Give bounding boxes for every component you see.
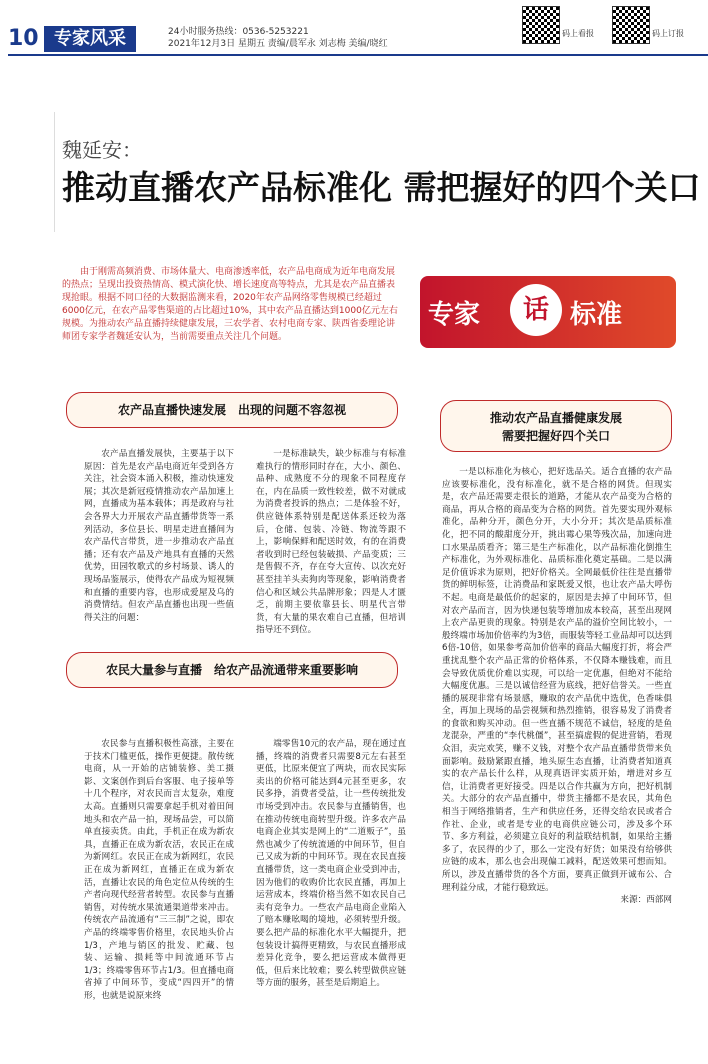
column-3-text: 农民参与直播积极性高涨，主要在于技术门槛更低，操作更便捷。散传统电商，从一开始的店铺装修、美工摄影、文案创作到后台客服、电子接单等十几个程序，对农民而言太复杂，难度太高。直播则只需要拿起手机对着田间地头和农产品一拍，现场品尝，可以简单直接卖货。由此，手机正在成为新农具，直播正在成为新农活，农民正在成为新网红。农民正在成为新网红，农民正在成为新网红，直播正在成为新农活，直播让农民的角色定位从传统的生产者向现代经营者转型。农民参与直播销售，对传统水果流通渠道带来冲击。传统农产品流通有“三三制”之说，即农产品的终端零售价格里，农民地头价占1/3，产地与销区的批发、贮藏、包装、运输、损耗等中间流通环节占1/3；终端零售环节占1/3。但直播电商省掉了中间环节，变成“四四开”的情形，也就是说原来终 xyxy=(84,739,234,1001)
logo-text-mid: 话 xyxy=(510,284,562,336)
logo-text-left: 专家 xyxy=(428,300,481,330)
article-headline: 推动直播农产品标准化 需把握好的四个关口 xyxy=(62,168,701,207)
header-rule xyxy=(8,54,708,56)
column-1 xyxy=(84,448,234,748)
page-number: 10 xyxy=(8,26,39,51)
qr1-label: 码上看报 xyxy=(562,29,594,38)
qr-code-icon[interactable] xyxy=(612,6,650,44)
expert-talk-logo xyxy=(420,276,676,348)
qr-code-icon[interactable] xyxy=(522,6,560,44)
column-2-text: 一是标准缺失，缺少标准与有标准难执行的情形同时存在，大小、颜色、品种、成熟度不分的现象不同程度存在，内在品质一致性较差，做不对就成为消费者投诉的热点；二是体验不好，供应链体系特别是配送体系还较为落后，仓储、包装、冷链、物流等跟不上，影响保鲜和配送时效，有的在消费者收到时已经包装破损、产品变质；三是售假不齐，存在夸大宣传、以次充好甚至挂羊头卖狗肉等现象，影响消费者信心和区域公共品牌形象；四是人才匮乏，前期主要依靠县长、明星代言带货，有大量的果农难自己直播，但培训指导还不到位。 xyxy=(256,449,406,636)
column-5-text: 一是以标准化为核心，把好选品关。适合直播的农产品应该要标准化，没有标准化，就不是合格的网货。但现实是，农产品还需要走很长的道路，才能从农产品变为合格的商品，再从合格的商品变为合格的网货。首先要实现外观标准化，品种分开，颜色分开，大小分开；其次是品质标准化，把不同的酸甜度分开，挑出霉心果等残次品，加速向进口水果品质看齐；第三是生产标准化，以产品标准化倒推生产标准化，为外观标准化、品质标准化奠定基础。二是以满足价值诉求为原则，把好价格关。全网最低价往往是直播带货的鲜明标签，让消费品和家既爱又恨，也让农产品大呼伤不起。电商是最低价的起家的，原因是去掉了中间环节，但对农产品而言，因为快递包装等增加成本较高，甚至出现网上农产品更贵的现象。特别是农产品的溢价空间比较小，一般终端市场加价倍率约为3倍，而服装等轻工业品却可以达到6倍-10倍，如果参考高加价倍率的商品大幅度打折，将会严重扰乱整个农产品正常的价格体系，不仅降本赚钱难，而且会导致优质优价难以实现，可以给一定优惠，但绝对不能给大幅度优惠。三是以诚信经营为底线，把好信誉关。一些直播的展现非常有场景感，赚取的农产品优中选优，色香味俱全，再加上现场的品尝视频和热烈推销，很容易发了消费者的食欲和购买冲动。但一些直播不规范不诚信，轻度的是鱼龙混杂，严重的“李代桃僵”，甚至搞虚假的促进营销，看现众泪，卖完欢笑，赚不义钱，对整个农产品直播带货带来负面影响。鼓励紧跟直播，地头原生态直播，让消费者知道真实的农产品长什么样，从现真语评实质开始，增进对乡互信，让消费者更好接受。四是以合作共赢为方向，把好机制关。大部分的农产品直播中，带货主播都不是农民，其角色相当于网络推销者，生产和供应任务，还得交给农民或者合作社、企业，或者是专业的电商供应链公司，涉及多个环节、多方利益，必须建立良好的利益联结机制，如果给主播多了，农民得的少了，那么一定没有好货；如果没有给够供应链的成本，那么也会出现偏工减料，配送效果可想而知。所以，涉及直播带货的各个方面，要真正做到开诚布公、合理利益分成，才能行稳致远。 xyxy=(442,467,672,893)
page-header xyxy=(0,0,708,72)
section-name: 专家风采 xyxy=(44,26,136,52)
section-heading-3-line1: 推动农产品直播健康发展 xyxy=(489,411,622,425)
date-line: 2021年12月3日 星期五 责编/晨军永 刘志梅 美编/晓红 xyxy=(168,39,388,49)
column-1-text: 农产品直播发展快，主要基于以下原因：首先是农产品电商近年受到各方关注，社会资本涌入积极，推动快速发展；其次是新冠疫情推动农产品加速上网，直播成为基本载体；再是政府与社会各界大力开展农产品直播带货等一系列活动，多位县长、明星走进直播间为农产品代言带货，进一步推动农产品直播；还有农产品及产地具有直播的天然优势，田园牧歌式的乡村场景、诱人的现场品鉴展示，使得农产品成为短视频和直播的重要内容，也形成爱屋及乌的消费情结。但农产品直播也出现一些值得关注的问题： xyxy=(84,449,234,623)
article-author: 魏延安： xyxy=(62,138,142,162)
header-info xyxy=(168,26,388,50)
column-3 xyxy=(84,738,234,1058)
qr2-label: 码上订报 xyxy=(652,29,684,38)
column-4-text: 端零售10元的农产品，现在通过直播，终端的消费者只需要8元左右甚至更低，比原来便宜了两块，而农民实际卖出的价格可能达到4元甚至更多，农民多挣，消费者受益，让一些传统批发市场受到冲击。农民参与直播销售，也在推动传统电商转型升级。许多农产品电商企业其实是网上的“二道贩子”，虽然也减少了传统流通的中间环节，但自己又成为新的中间环节。现在农民直接直播带货，这一类电商企业受到冲击，因为他们的收购价比农民直播，再加上运营成本，终端价格当然不如农民自己卖有竞争力。一些农产品电商企业陷入了赔本赚吆喝的境地，必须转型升级。要么把产品的标准化水平大幅提升，把包装设计搞得更精致，与农民直播形成差异化竞争，要么把运营成本做得更低，但后来比较难；要么转型做供应链等方面的服务，甚至是后期追上。 xyxy=(256,739,406,989)
section-heading-3-line2: 需要把握好四个关口 xyxy=(501,429,610,443)
logo-text-right: 标准 xyxy=(570,300,623,330)
section-heading-2: 农民大量参与直播 给农产品流通带来重要影响 xyxy=(66,652,398,688)
section-heading-3 xyxy=(440,400,672,452)
column-4 xyxy=(256,738,406,1058)
column-5 xyxy=(442,466,672,1046)
section-heading-1: 农产品直播快速发展 出现的问题不容忽视 xyxy=(66,392,398,428)
article-lead: 由于刚需高频消费、市场体量大、电商渗透率低，农产品电商成为近年电商发展的热点；呈现出投资热情高、模式演化快、增长速度高等特点，尤其是农产品直播表现抢眼。根据不同口径的大数据监测来看，2020年农产品网络零售规模已经超过6000亿元，在农产品零售渠道的占比超过10%，其中农产品直播达到1000亿元左右规模。为推动农产品直播持续健康发展，三农学者、农村电商专家、陕西省委理论讲师团专家学者魏延安认为，当前需要重点关注几个问题。 xyxy=(62,267,398,342)
hotline-text: 24小时服务热线：0536-5253221 xyxy=(168,27,309,37)
article-source: 来源：西部网 xyxy=(620,895,672,906)
